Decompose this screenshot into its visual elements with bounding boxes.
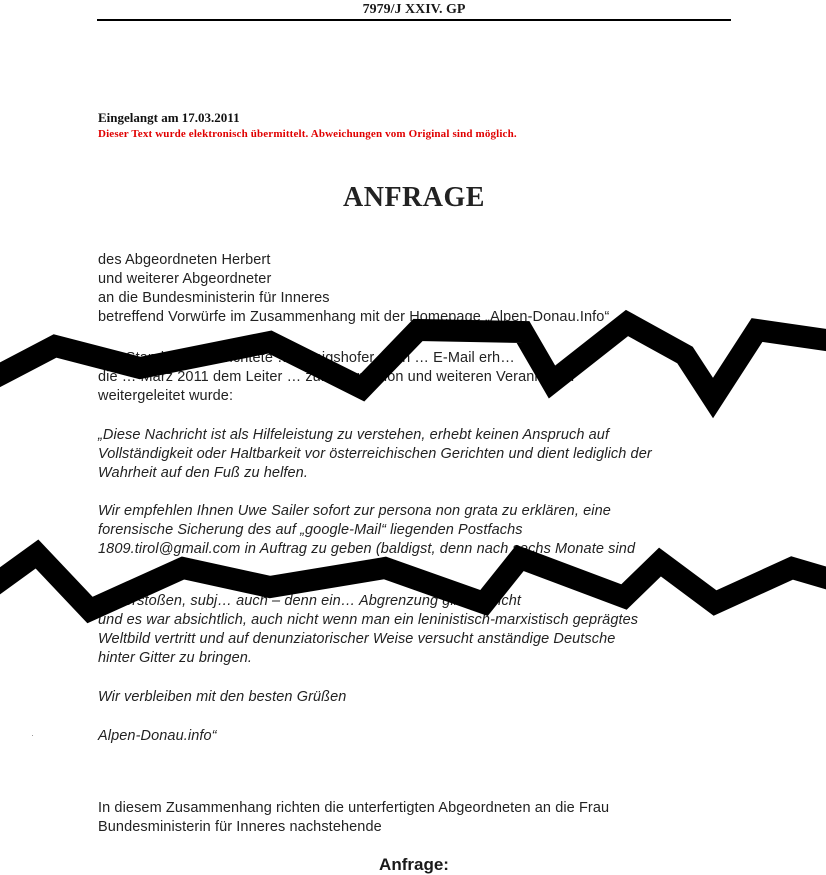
quote-line: „Diese Nachricht ist als Hilfeleistung zu verstehen, erhebt keinen Anspruch auf [98,427,610,443]
document-number: 7979/J XXIV. GP [362,2,466,17]
quote-greeting: Wir verbleiben mit den besten Grüßen [98,689,347,705]
header-rule [97,19,731,21]
quote-line: Weltbild vertritt und auf denunziatorischer Weise versucht anständige Deutsche [98,631,616,647]
intro-line: die … März 2011 dem Leiter … zur Information und weiteren Veranlass… [98,369,576,385]
received-date: Eingelangt am 17.03.2011 [98,110,240,125]
quote-line: Wir empfehlen Ihnen Uwe Sailer sofort zur persona non grata zu erklären, eine [98,503,611,519]
document-title: ANFRAGE [343,182,485,213]
section-heading: Anfrage: [379,855,449,874]
quote-line: 1809.tirol@gmail.com in Auftrag zu geben (baldigst, denn nach sechs Monate sind [98,541,636,557]
quote-line: Vollständigkeit oder Haltbarkeit vor österreichischen Gerichten und dient lediglich der [98,446,652,462]
scan-speck [32,735,33,736]
electronic-disclaimer: Dieser Text wurde elektronisch übermittelt. Abweichungen vom Original sind möglich. [98,128,517,140]
closing-line: Bundesministerin für Inneres nachstehende [98,819,382,835]
quote-line: forensische Sicherung des auf „google-Mail“ liegenden Postfachs [98,522,523,538]
quote-line: Wahrheit auf den Fuß zu helfen. [98,465,308,481]
addressee-line: des Abgeordneten Herbert [98,252,271,268]
intro-line: Der Standard … berichtete … Königshofer nach … E-Mail erh… [98,350,515,366]
quote-line: und es war absichtlich, auch nicht wenn man ein leninistisch-marxistisch geprägtes [98,612,639,628]
quote-line: hinter Gitter zu bringen. [98,650,253,666]
quote-line: … verstoßen, subj… auch – denn ein… Abgrenzung gibt es nicht [98,593,521,609]
intro-line: weitergeleitet wurde: [98,388,234,404]
subject-line: betreffend Vorwürfe im Zusammenhang mit der Homepage „Alpen-Donau.Info“ [98,309,610,325]
closing-line: In diesem Zusammenhang richten die unterfertigten Abgeordneten an die Frau [98,800,610,816]
quote-signature: Alpen-Donau.info“ [98,728,217,744]
addressee-line: und weiterer Abgeordneter [98,271,272,287]
addressee-line: an die Bundesministerin für Inneres [98,290,330,306]
